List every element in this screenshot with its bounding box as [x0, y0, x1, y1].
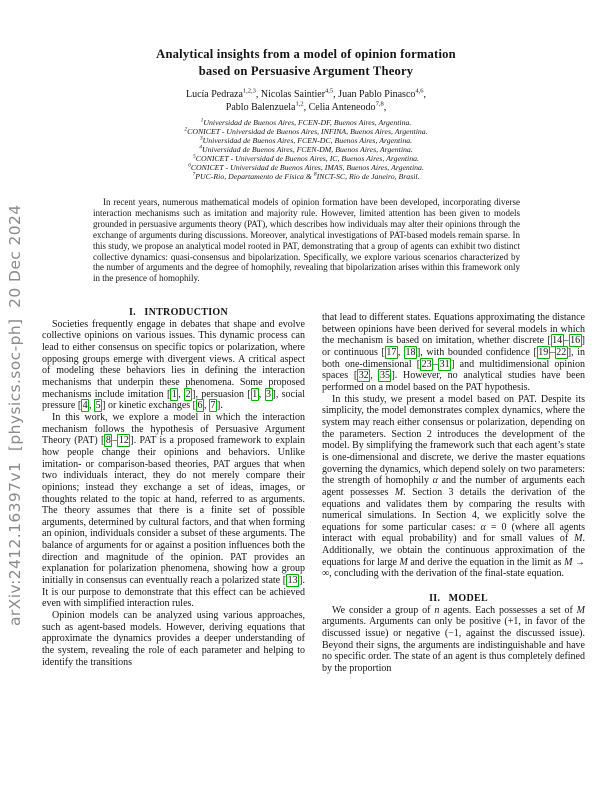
citation-link[interactable]: 5 — [95, 400, 101, 412]
citation-link[interactable]: 32 — [358, 370, 369, 382]
citation-link[interactable]: 16 — [570, 335, 581, 347]
affiliation-line: $^3$Universidad de Buenos Aires, FCEN-DC, Buenos Aires, Argentina. — [199, 135, 413, 145]
citation-link[interactable]: 12 — [118, 435, 129, 447]
citation-link[interactable]: 2 — [185, 388, 191, 400]
intro-paragraph-4: In this study, we present a model based on PAT. Despite its simplicity, the model demonstrates complex dynamics, where the system may reach either consensus or polarization, depending on the parameters. Section 2 introduces the development of the model. By simplifying the framework such that each agent’s state is one-dimensional and discrete, we derive the master equations governing the dynamics, which depend solely on two parameters: the strength of homophily α and the number of arguments each agent possesses M. Section 3 details the derivation of the equations and validates them by comparing the results with numerical simulations. In Section 4, we explicitly solve the equations for some particular cases: α = 0 (where all agents interact with equal probability) and for small values of M. Additionally, we obtain the continuous approximation of the equations for large M and derive the equation in the limit as M → ∞, concluding with the derivation of the final-state equation. — [322, 393, 586, 580]
citation-link[interactable]: 3 — [266, 388, 272, 400]
intro-paragraph-3-continued: that lead to different states. Equations approximating the distance between opinions have been derived for several models in which the mechanism is based on imitation, whether discrete [ 14 – 16 ] or continuous [ 17 , 18 ], with bounded confidence [ 19 – 22 ], in both one-dimensional [ 23 – 31 ] and multidimensional opinion spaces [ 32 , 35 ]. However, no analytical studies have been performed on a model based on the PAT hypothesis. — [322, 312, 586, 393]
citation-link[interactable]: 19 — [538, 346, 549, 358]
paper-header — [40, 46, 572, 181]
citation-link[interactable]: 8 — [105, 435, 111, 447]
citation-link[interactable]: 35 — [379, 370, 390, 382]
left-column — [42, 307, 305, 668]
section-heading-introduction: I. INTRODUCTION — [128, 307, 228, 318]
affiliation-list — [40, 118, 572, 181]
arxiv-watermark: arXiv:2412.16397v1 [physics.soc-ph] 20 Dec 2024 — [6, 204, 24, 626]
affiliation-line: $^4$Universidad de Buenos Aires, FCEN-DM, Buenos Aires, Argentina. — [199, 144, 413, 154]
right-column — [322, 312, 585, 675]
author-line: Lucía Pedraza$^{1,2,3}$, Nicolas Saintier$^{4,5}$, Juan Pablo Pinasco$^{4,6}$, — [185, 87, 427, 100]
citation-link[interactable]: 18 — [405, 346, 416, 358]
citation-link[interactable]: 7 — [210, 400, 216, 412]
paper-title — [40, 46, 572, 79]
intro-paragraph-3: Opinion models can be analyzed using various approaches, such as agent-based models. However, deriving equations that approximate the dynamics provides a deeper understanding of the system, revealing the role of each parameter and helping to identify the transitions — [42, 610, 305, 668]
author-list — [40, 88, 572, 114]
citation-link[interactable]: 1 — [171, 388, 177, 400]
citation-link[interactable]: 17 — [386, 346, 397, 358]
author-line: Pablo Balenzuela$^{1,2}$, Celia Anteneodo$^{7,8}$, — [225, 100, 387, 113]
intro-paragraph-1: Societies frequently engage in debates that shape and evolve collective opinions on various issues. This dynamic process can lead to either consensus on specific topics or polarization, where opposing groups emerge with divergent views. A critical aspect of modeling these behaviors lies in defining the interaction mechanisms that underpin these phenomena. Some proposed mechanisms include imitation [ 1 , 2 ], persuasion [ 1 , 3 ], social pressure [ 4 , 5 ] or kinetic exchanges [ 6 , 7 ]. — [42, 318, 305, 412]
affiliation-line: $^2$CONICET - Universidad de Buenos Aires, INFINA, Buenos Aires, Argentina. — [184, 126, 428, 136]
paper-title-line2: based on Persuasive Argument Theory — [198, 63, 414, 78]
citation-link[interactable]: 23 — [421, 358, 432, 370]
citation-link[interactable]: 4 — [82, 400, 88, 412]
affiliation-line: $^7$PUC-Rio, Departamento de Física & $^8$INCT-SC, Rio de Janeiro, Brasil. — [192, 171, 420, 181]
affiliation-line: $^5$CONICET - Universidad de Buenos Aires, IC, Buenos Aires, Argentina. — [193, 153, 419, 163]
citation-link[interactable]: 1 — [252, 388, 258, 400]
citation-link[interactable]: 6 — [197, 400, 203, 412]
citation-link[interactable]: 14 — [552, 335, 563, 347]
abstract: In recent years, numerous mathematical models of opinion formation have been developed, incorporating diverse interaction mechanisms such as imitation and majority rule. However, limited attention has been given to models grounded in persuasive arguments theory (PAT), which describes how individuals may alter their opinions through the exchange of arguments during discussions. Moreover, analytical investigations of PAT-based models remain sparse. In this study, we propose an analytical model rooted in PAT, demonstrating that a group of agents can exhibit two distinct collective dynamics: quasi-consensus and bipolarization. Specifically, we explore various scenarios characterized by the number of arguments and the degree of homophily, revealing that bipolarization arises within this framework only in the presence of homophily. — [93, 197, 520, 284]
model-paragraph-1: We consider a group of n agents. Each possesses a set of M arguments. Arguments can only be positive (+1, in favor of the discussed issue) or negative (−1, against the discussed issue). Beyond their signs, the arguments are indistinguishable and have no specific order. The state of an agent is thus completely defined by the proportion — [322, 604, 585, 675]
paper-title-line1: Analytical insights from a model of opinion formation — [156, 47, 456, 61]
citation-link[interactable]: 22 — [556, 346, 567, 358]
intro-paragraph-2: In this work, we explore a model in which the interaction mechanism follows the hypothesis of Persuasive Argument Theory (PAT) [ 8 – 12 ]. PAT is a proposed framework to explain how people change their opinions and behaviors. Unlike imitation- or comparison-based theories, PAT argues that when two individuals interact, they do not merely compare their opinions; instead they exchange a set of ideas, images, or thoughts related to the topic at hand, referred to as arguments. The theory assumes that there is a finite set of possible arguments, determined by cultural factors, and that when forming an opinion, individuals consider a subset of these arguments. The balance of arguments for or against a position influences both the direction and magnitude of the opinion. PAT provides an explanation for polarization phenomena, showing how a group initially in consensus can eventually reach a polarized state [ 13 ]. It is our purpose to demonstrate that this effect can be achieved even with simplified interaction rules. — [42, 411, 305, 610]
affiliation-line: $^6$CONICET - Universidad de Buenos Aires, IMAS, Buenos Aires, Argentina. — [188, 162, 424, 172]
citation-link[interactable]: 13 — [287, 575, 298, 587]
affiliation-line: $^1$Universidad de Buenos Aires, FCEN-DF, Buenos Aires, Argentina. — [200, 117, 412, 127]
section-heading-model: II. MODEL — [429, 593, 488, 605]
citation-link[interactable]: 31 — [439, 358, 450, 370]
